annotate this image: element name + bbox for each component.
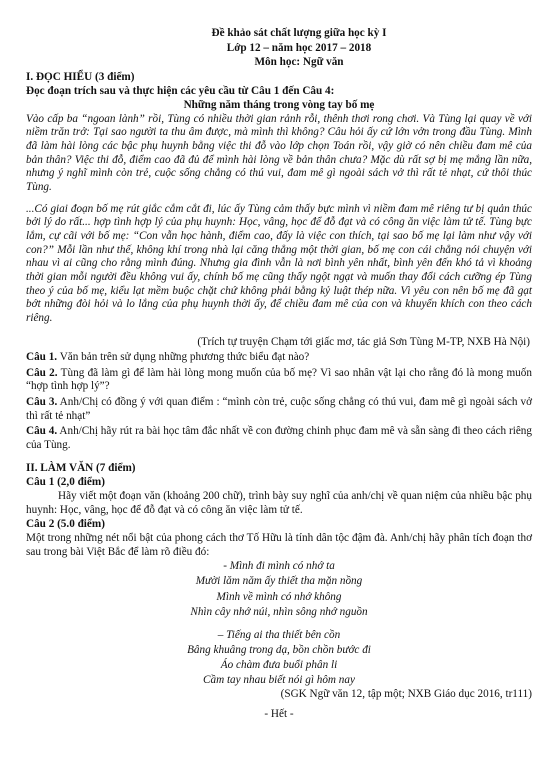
question-1 — [26, 351, 532, 365]
question-text: Anh/Chị hãy rút ra bài học tâm đắc nhất về con đường chinh phục đam mê và sẵn sàng đi theo cách riêng của Tùng. — [26, 425, 532, 452]
question-2 — [26, 367, 532, 394]
part2-q2-text: Một trong những nét nổi bật của phong cách thơ Tố Hữu là tính dân tộc đậm đà. Anh/chị hãy phân tích đoạn thơ sau trong bài Việt Bắc để làm rõ điều đó: — [26, 532, 532, 558]
exam-title: Đề khảo sát chất lượng giữa học kỳ I — [211, 27, 387, 39]
question-label: Câu 4. — [26, 425, 58, 438]
poem-line: – Tiếng ai tha thiết bên cồn — [217, 628, 341, 641]
question-text: Văn bản trên sử dụng những phương thức biểu đạt nào? — [59, 351, 310, 364]
poem-line: Nhìn cây nhớ núi, nhìn sông nhớ nguồn — [190, 605, 368, 618]
poem-stanza-2 — [26, 628, 532, 688]
question-label: Câu 1. — [26, 351, 58, 364]
question-label: Câu 2. — [26, 366, 58, 379]
poem-stanza-1 — [26, 559, 532, 619]
end-marker: - Hết - — [264, 707, 294, 720]
poem-line: Áo chàm đưa buổi phân li — [220, 659, 338, 671]
exam-header — [66, 26, 532, 70]
part1-heading: I. ĐỌC HIỂU (3 điểm) — [26, 70, 135, 83]
poem-line: Cầm tay nhau biết nói gì hôm nay — [203, 674, 355, 687]
poem-line: - Mình đi mình có nhớ ta — [223, 560, 335, 573]
question-4 — [26, 425, 532, 452]
part1-instruction: Đọc đoạn trích sau và thực hiện các yêu cầu từ Câu 1 đến Câu 4: — [26, 85, 335, 98]
question-label: Câu 3. — [26, 396, 58, 409]
part2-q1-text: Hãy viết một đoạn văn (khoảng 200 chữ), trình bày suy nghĩ của anh/chị về quan niệm của nhiều bậc phụ huynh: Học, vâng, học để đỗ đạt và có công ăn việc làm tử tế. — [26, 490, 532, 516]
passage-title: Những năm tháng trong vòng tay bố mẹ — [183, 99, 375, 111]
poem-line: Mười lăm năm ấy thiết tha mặn nồng — [195, 575, 363, 588]
passage-source: (Trích tự truyện Chạm tới giấc mơ, tác giả Sơn Tùng M-TP, NXB Hà Nội) — [197, 335, 530, 348]
part2-q2-label: Câu 2 (5.0 điểm) — [26, 518, 105, 531]
part2-q1-label: Câu 1 (2,0 điểm) — [26, 476, 105, 489]
poem-line: Bâng khuâng trong dạ, bồn chồn bước đi — [187, 643, 371, 656]
poem-source: (SGK Ngữ văn 12, tập một; NXB Giáo dục 2016, tr111) — [280, 688, 532, 701]
exam-subject: Môn học: Ngữ văn — [254, 56, 344, 69]
passage-paragraph-2: ...Có giai đoạn bố mẹ rút giắc cắm cắt đi, lúc ấy Tùng cảm thấy bực mình vì niềm đam mê riêng tư bị quản thúc bởi lý do rất... hợp tình hợp lý của phụ huynh: Học, vâng, học để đỗ đạt và có công ăn việc làm tử tế. Tùng bực lắm, cự cãi với bố mẹ: “Con vẫn học hành, điểm cao, đấy là việc con thích, tại sao bố mẹ lại làm như vậy với con?” Mỗi lần như thế, không khí trong nhà lại căng thẳng một thời gian, bố mẹ con cái chẳng nói chuyện với nhau vì ai cũng cho rằng mình đúng. Nhưng gia đình vẫn là nơi bình yên nhất, bình yên đến khó tả vì khoảng thời gian mỗi người đều không vui ấy, chính bố mẹ cũng thấy ngột ngạt và muốn thay đổi cách cưỡng ép Tùng theo ý của bố mẹ, kiểu lạt mềm buộc chặt chứ không phải bằng kỷ luật thép nữa. Vì yêu con nên bố mẹ đã gạt bớt những đòi hỏi và lo lắng của phụ huynh thời ấy, để chiều đam mê của con và khuyến khích con theo cách riêng. — [26, 202, 532, 324]
part2-heading: II. LÀM VĂN (7 điểm) — [26, 461, 136, 474]
question-3 — [26, 396, 532, 423]
passage-paragraph-1: Vào cấp ba “ngoan lành” rồi, Tùng có nhiều thời gian rảnh rỗi, thênh thơi rong chơi. Và Tùng lại quay về với niềm trăn trở: Tại sao người ta thu âm được, mà mình thì không? Câu hỏi ấy cứ lớn vởn trong đầu Tùng. Mình đã làm hài lòng các bậc phụ huynh bằng việc thi đỗ vào lớp chọn Toán rồi, vậy giờ có nên chiều đam mê của bản thân? Việc thi đỗ, điểm cao đã đủ để mình hài lòng về bản thân chưa? Mặc dù rất sợ bị mẹ mắng lần nữa, nhưng ý nghĩ mình còn trẻ, cuộc sống chẳng có thú vui, đam mê gì ngoài sách vở thì rất tẻ nhạt, cứ thôi thúc Tùng. — [26, 112, 532, 193]
question-text: Anh/Chị có đồng ý với quan điểm : “mình còn trẻ, cuộc sống chẳng có thú vui, đam mê gì ngoài sách vở thì rất tẻ nhạt” — [26, 396, 532, 422]
exam-grade: Lớp 12 – năm học 2017 – 2018 — [226, 41, 372, 54]
poem-line: Mình về mình có nhớ không — [216, 590, 342, 603]
question-text: Tùng đã làm gì để làm hài lòng mong muốn của bố mẹ? Vì sao nhân vật lại cho rằng đó là mong muốn “hợp tình hợp lý”? — [26, 366, 532, 393]
